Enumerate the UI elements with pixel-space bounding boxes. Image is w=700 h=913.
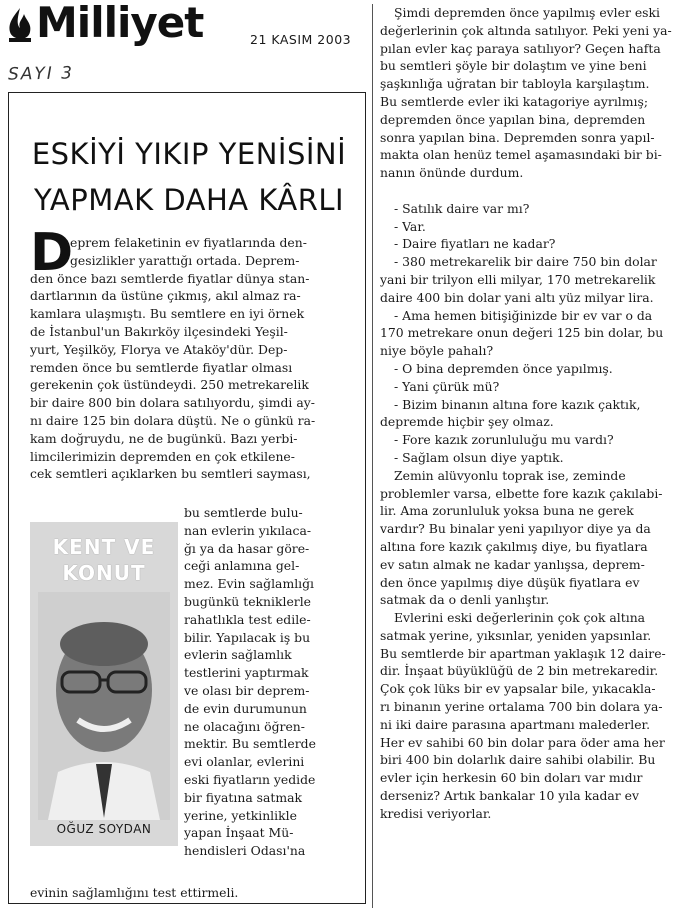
text-line: derseniz? Artık bankalar 10 yıla kadar ev	[380, 788, 639, 804]
text-line: de evin durumunun	[184, 700, 307, 716]
text-line: - O bina depremden önce yapılmış.	[394, 360, 613, 376]
article-headline	[24, 131, 354, 223]
text-line: nan evlerin yıkılaca-	[184, 522, 312, 538]
text-line: - Var.	[394, 218, 426, 234]
text-line: - Fore kazık zorunluluğu mu vardı?	[394, 432, 614, 448]
text-line: den önce bazı semtlerde fiyatlar dünya stan-	[30, 270, 310, 286]
text-line: ceği anlamına gel-	[184, 558, 300, 574]
text-line: gerekenin çok üstündeydi. 250 metrekarelik	[30, 377, 309, 393]
text-line: remden önce bu semtlerde fiyatlar olması	[30, 359, 293, 375]
text-line: ne olacağını öğren-	[184, 718, 305, 734]
text-line: mez. Evin sağlamlığı	[184, 576, 315, 592]
text-line: kamlara ulaşmıştı. Bu semtlere en iyi örnek	[30, 306, 305, 322]
text-line: den önce yapılmış diye düşük fiyatlara ev	[380, 574, 640, 590]
text-line: altına fore kazık çakılmış diye, bu fiyatlara	[380, 538, 648, 554]
text-line: nı daire 125 bin dolara düştü. Ne o günkü ra-	[30, 412, 316, 428]
text-line: bu semtlerde bulu-	[184, 505, 303, 520]
text-line: rı binanın yerine ortalama 700 bin dolara ya-	[380, 699, 663, 715]
column-title-line-1: KENT VE	[52, 535, 156, 559]
text-line: Çok çok lüks bir ev yapsalar bile, yıkacakla-	[380, 681, 656, 697]
text-line	[380, 182, 686, 200]
text-line: - Yani çürük mü?	[394, 378, 500, 394]
handwritten-note: SAYI 3	[7, 63, 75, 85]
text-line: ğı ya da hasar göre-	[184, 540, 310, 556]
text-line: ve olası bir deprem-	[184, 682, 310, 698]
newspaper-logo: Milliyet	[36, 0, 204, 47]
text-line: sonra yapılan bina. Depremden sonra yapıl-	[380, 129, 655, 145]
text-line: niye böyle pahalı?	[380, 343, 494, 359]
text-line: - Bizim binanın altına fore kazık çaktık,	[394, 396, 641, 412]
text-line: 170 metrekare onun değeri 125 bin dolar, bu	[380, 325, 664, 341]
text-line: cek semtleri açıklarken bu semtleri sayması,	[30, 466, 311, 482]
drop-cap: D	[30, 223, 74, 283]
text-line: şaşkınlığa uğratan bir tabloyla karşılaştım.	[380, 76, 650, 92]
text-line: satmak yerine, yıksınlar, yeniden yapsınlar.	[380, 627, 652, 643]
text-line: - Daire fiyatları ne kadar?	[394, 236, 556, 252]
headline-line-2: YAPMAK DAHA KÂRLI	[33, 183, 345, 218]
text-line: de İstanbul'un Bakırköy ilçesindeki Yeşil-	[30, 323, 288, 339]
text-line: bu semtleri şöyle bir dolaştım ve yine beni	[380, 58, 647, 74]
text-line: testlerini yaptırmak	[184, 665, 309, 681]
text-line: eprem felaketinin ev fiyatlarında den-	[70, 235, 307, 250]
text-line: biri 400 bin dolarlık daire sahibi olabilir. Bu	[380, 752, 656, 768]
column-badge	[30, 522, 178, 846]
text-line: Bu semtlerde bir apartman yaklaşık 12 daire-	[380, 645, 666, 661]
text-line: yani bir trilyon elli milyar, 170 metrekarelik	[380, 271, 656, 287]
left-narrow-column-text	[184, 504, 354, 860]
text-line: - Ama hemen bitişiğinizde bir ev var o da	[394, 307, 653, 323]
flame-logo-icon	[6, 6, 34, 44]
text-line: yurt, Yeşilköy, Florya ve Ataköy'dür. Dep-	[30, 341, 288, 357]
text-line: - Sağlam olsun diye yaptık.	[394, 449, 564, 465]
text-line: Evlerini eski değerlerinin çok çok altına	[394, 610, 646, 626]
text-line: mektir. Bu semtlerde	[184, 736, 316, 752]
text-line: bir fiyatına satmak	[184, 789, 303, 805]
author-photo	[38, 592, 170, 820]
text-line: Şimdi depremden önce yapılmış evler eski	[394, 5, 660, 20]
text-line: ev satın almak ne kadar yanlışsa, deprem-	[380, 556, 645, 572]
text-line: rahatlıkla test edile-	[184, 611, 311, 627]
text-line: hendisleri Odası'na	[184, 843, 306, 859]
text-line: daire 400 bin dolar yani altı yüz milyar lira.	[380, 289, 654, 305]
text-line: - 380 metrekarelik bir daire 750 bin dolar	[394, 254, 657, 270]
text-line: değerlerinin çok altında satılıyor. Peki yeni ya-	[380, 22, 672, 38]
text-line: dir. İnşaat büyüklüğü de 2 bin metrekaredir.	[380, 663, 659, 679]
text-line: ni iki daire parasına apartmanı malederler.	[380, 716, 651, 732]
text-line: evi olanlar, evlerini	[184, 754, 305, 770]
masthead	[6, 2, 361, 46]
text-line: lir. Ama zorunluluk yoksa buna ne gerek	[380, 503, 634, 519]
column-divider	[372, 4, 373, 908]
author-name: OĞUZ SOYDAN	[56, 822, 152, 836]
text-line: kredisi veriyorlar.	[380, 805, 492, 821]
text-line: kam doğruydu, ne de bugünkü. Bazı yerbi-	[30, 430, 298, 446]
text-line: eski fiyatların yedide	[184, 771, 316, 787]
text-line: evler için herkesin 60 bin doları var mıdır	[380, 770, 643, 786]
text-line: bugünkü tekniklerle	[184, 593, 312, 609]
text-line: yapan İnşaat Mü-	[184, 825, 294, 841]
headline-line-1: ESKİYİ YIKIP YENİSİNİ	[31, 137, 347, 172]
text-line: Zemin alüvyonlu toprak ise, zeminde	[394, 467, 626, 483]
column-title-line-2: KONUT	[62, 561, 146, 585]
left-column-text	[30, 234, 352, 483]
text-line: vardır? Bu binalar yeni yapılıyor diye ya da	[380, 521, 651, 537]
text-line: depremde hiçbir şey olmaz.	[380, 414, 554, 430]
text-line: limcilerimizin depremden en çok etkilene-	[30, 448, 295, 464]
text-line: gesizlikler yarattığı ortada. Deprem-	[70, 252, 300, 268]
text-line: makta olan henüz temel aşamasındaki bir bi-	[380, 147, 662, 163]
text-line: bir daire 800 bin dolara satılıyordu, şimdi ay-	[30, 395, 315, 411]
text-line: problemler varsa, elbette fore kazık çakılabi-	[380, 485, 663, 501]
text-line: bilir. Yapılacak iş bu	[184, 629, 311, 645]
column-title	[30, 534, 178, 586]
text-line: satmak da o denli yanlıştır.	[380, 592, 550, 608]
text-line: yerine, yetkinlikle	[184, 807, 297, 823]
text-line: nanın önünde durdum.	[380, 165, 524, 181]
right-column-text	[380, 4, 686, 823]
text-line: Bu semtlerde evler iki katagoriye ayrılmış;	[380, 93, 649, 109]
text-line: pılan evler kaç paraya satılıyor? Geçen hafta	[380, 40, 661, 56]
text-line: dartlarının da üstüne çıkmış, akıl almaz ra-	[30, 288, 301, 304]
text-line: - Satılık daire var mı?	[394, 200, 530, 216]
text-line: evlerin sağlamlık	[184, 647, 292, 663]
text-line: depremden önce yapılan bina, depremden	[380, 111, 646, 127]
left-column-closing-line: evinin sağlamlığını test ettirmeli.	[30, 885, 239, 900]
text-line: Her ev sahibi 60 bin dolar para öder ama her	[380, 734, 665, 750]
publication-date: 21 KASIM 2003	[250, 32, 352, 47]
